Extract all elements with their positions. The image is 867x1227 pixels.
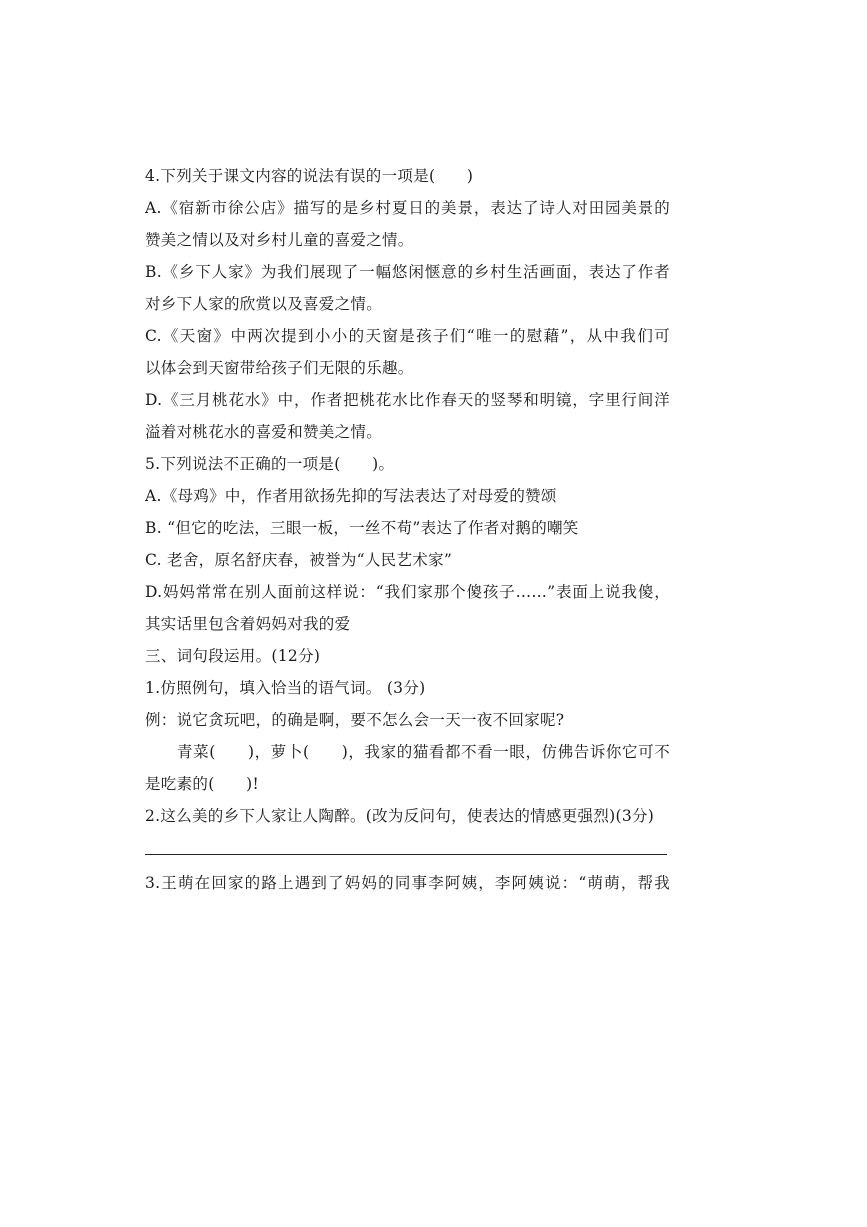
section-3-question-1-blank-cont: 是吃素的( )! bbox=[145, 775, 260, 793]
question-4-option-b-cont: 对乡下人家的欣赏以及喜爱之情。 bbox=[145, 295, 383, 313]
question-4-option-b: B.《乡下人家》为我们展现了一幅悠闲惬意的乡村生活画面，表达了作者 bbox=[145, 263, 670, 281]
question-4-option-a-cont: 赞美之情以及对乡村儿童的喜爱之情。 bbox=[145, 231, 414, 249]
question-5-option-b: B. “但它的吃法，三眼一板，一丝不苟”表达了作者对鹅的嘲笑 bbox=[145, 519, 579, 537]
worksheet-page bbox=[145, 160, 670, 899]
question-4-stem: 4.下列关于课文内容的说法有误的一项是( ) bbox=[145, 167, 474, 185]
question-5-stem: 5.下列说法不正确的一项是( )。 bbox=[145, 455, 395, 473]
question-5-option-d: D.妈妈常常在别人面前这样说：“我们家那个傻孩子……”表面上说我傻， bbox=[145, 583, 670, 601]
question-5-option-c: C. 老舍，原名舒庆春，被誉为“人民艺术家” bbox=[145, 551, 453, 569]
question-5-option-d-cont: 其实话里包含着妈妈对我的爱 bbox=[145, 615, 351, 633]
question-4-option-d: D.《三月桃花水》中，作者把桃花水比作春天的竖琴和明镜，字里行间洋 bbox=[145, 391, 670, 409]
question-4-option-c: C.《天窗》中两次提到小小的天窗是孩子们“唯一的慰藉”，从中我们可 bbox=[145, 327, 670, 345]
section-3-question-1-blank: 青菜( )，萝卜( )，我家的猫看都不看一眼，仿佛告诉你它可不 bbox=[177, 743, 670, 761]
answer-line bbox=[145, 854, 667, 855]
question-4-option-c-cont: 以体会到天窗带给孩子们无限的乐趣。 bbox=[145, 359, 414, 377]
question-4-option-d-cont: 溢着对桃花水的喜爱和赞美之情。 bbox=[145, 423, 383, 441]
section-3-question-1-example: 例：说它贪玩吧，的确是啊，要不怎么会一天一夜不回家呢? bbox=[145, 711, 565, 729]
question-4-option-a: A.《宿新市徐公店》描写的是乡村夏日的美景，表达了诗人对田园美景的 bbox=[145, 199, 670, 217]
section-3-question-2-stem: 2.这么美的乡下人家让人陶醉。(改为反问句，使表达的情感更强烈)(3分) bbox=[145, 807, 655, 825]
question-5-option-a: A.《母鸡》中，作者用欲扬先抑的写法表达了对母爱的赞颂 bbox=[145, 487, 557, 505]
section-3-heading: 三、词句段运用。(12分) bbox=[145, 647, 321, 665]
section-3-question-1-stem: 1.仿照例句，填入恰当的语气词。 (3分) bbox=[145, 679, 426, 697]
section-3-question-3-stem: 3.王萌在回家的路上遇到了妈妈的同事李阿姨，李阿姨说：“萌萌，帮我 bbox=[145, 874, 670, 892]
